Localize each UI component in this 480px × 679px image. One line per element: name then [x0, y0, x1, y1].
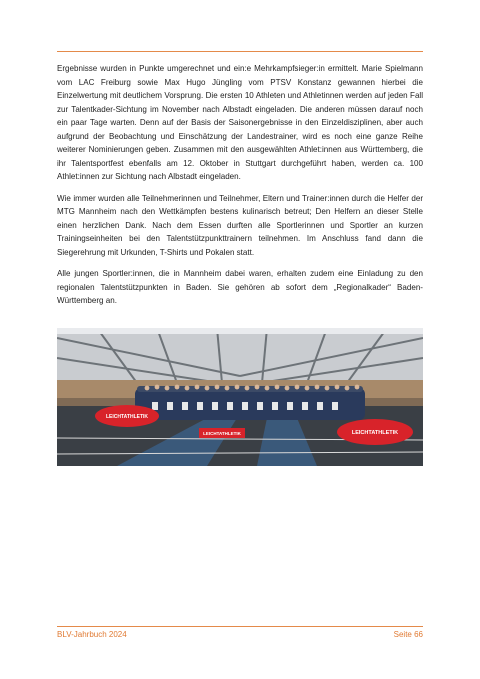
athlete-group — [135, 385, 365, 420]
paragraph-3: Alle jungen Sportler:innen, die in Mannheim dabei waren, erhalten zudem eine Einladung zu den regionalen Talentstützpunkten in Baden. Sie gehören ab sofort dem „Regionalkader“ Baden-Württemberg an. — [57, 269, 423, 305]
banner-left-text: LEICHTATHLETIK — [105, 414, 149, 420]
team-photo — [57, 328, 423, 466]
article-body — [57, 62, 423, 316]
header-rule — [57, 51, 423, 52]
footer-publication: BLV-Jahrbuch 2024 — [57, 630, 127, 639]
banner-right — [337, 419, 413, 445]
footer-page-number: Seite 66 — [393, 630, 423, 639]
footer-rule — [57, 626, 423, 627]
paragraph-2: Wie immer wurden alle Teilnehmerinnen und Teilnehmer, Eltern und Trainer:innen durch die Helfer der MTG Mannheim nach den Wettkämpfen bestens kulinarisch betreut; Den Helfern an dieser Stelle einen herzlichen Dank. Nach dem Essen durften alle Sportlerinnen und Sportler an kurzen Trainingseinheiten bei den Talentstützpunkttrainern teilnehmen. Im Anschluss fand dann die Siegerehrung mit Urkunden, T-Shirts und Pokalen statt. — [57, 193, 423, 257]
banner-center — [199, 428, 245, 438]
paragraph-1: Ergebnisse wurden in Punkte umgerechnet und ein:e Mehrkampfsieger:in ermittelt. Marie Spielmann vom LAC Freiburg sowie Max Hugo Jüngling vom PTSV Konstanz gewannen hierbei die Einzelwertung mit deutlichem Vorsprung. Die ersten 10 Athleten und Athletinnen werden auf jeden Fall zur Talentkader-Sichtung im November nach Albstadt eingeladen. Die anderen müssen darauf noch ein paar Tage warten. Denn auf der Basis der Saisonergebnisse in den Einzeldisziplinen, aber auch aufgrund der Beobachtung und Einschätzung der Landestrainer, wird es noch eine ganze Reihe weiterer Nominierungen geben. Zusammen mit den ausgewählten Athlet:innen aus Württemberg, die ihr Talentsportfest ebenfalls am 12. Oktober in Stuttgart durchgeführt haben, werden ca. 100 Athlet:innen zur Sichtung nach Albstadt eingeladen. — [57, 64, 423, 181]
banner-right-text: LEICHTATHLETIK — [351, 430, 399, 436]
banner-center-text: LEICHTATHLETIK — [203, 431, 241, 436]
banner-left — [95, 405, 159, 427]
team-photo-illustration — [57, 328, 423, 466]
skylight — [57, 328, 423, 334]
